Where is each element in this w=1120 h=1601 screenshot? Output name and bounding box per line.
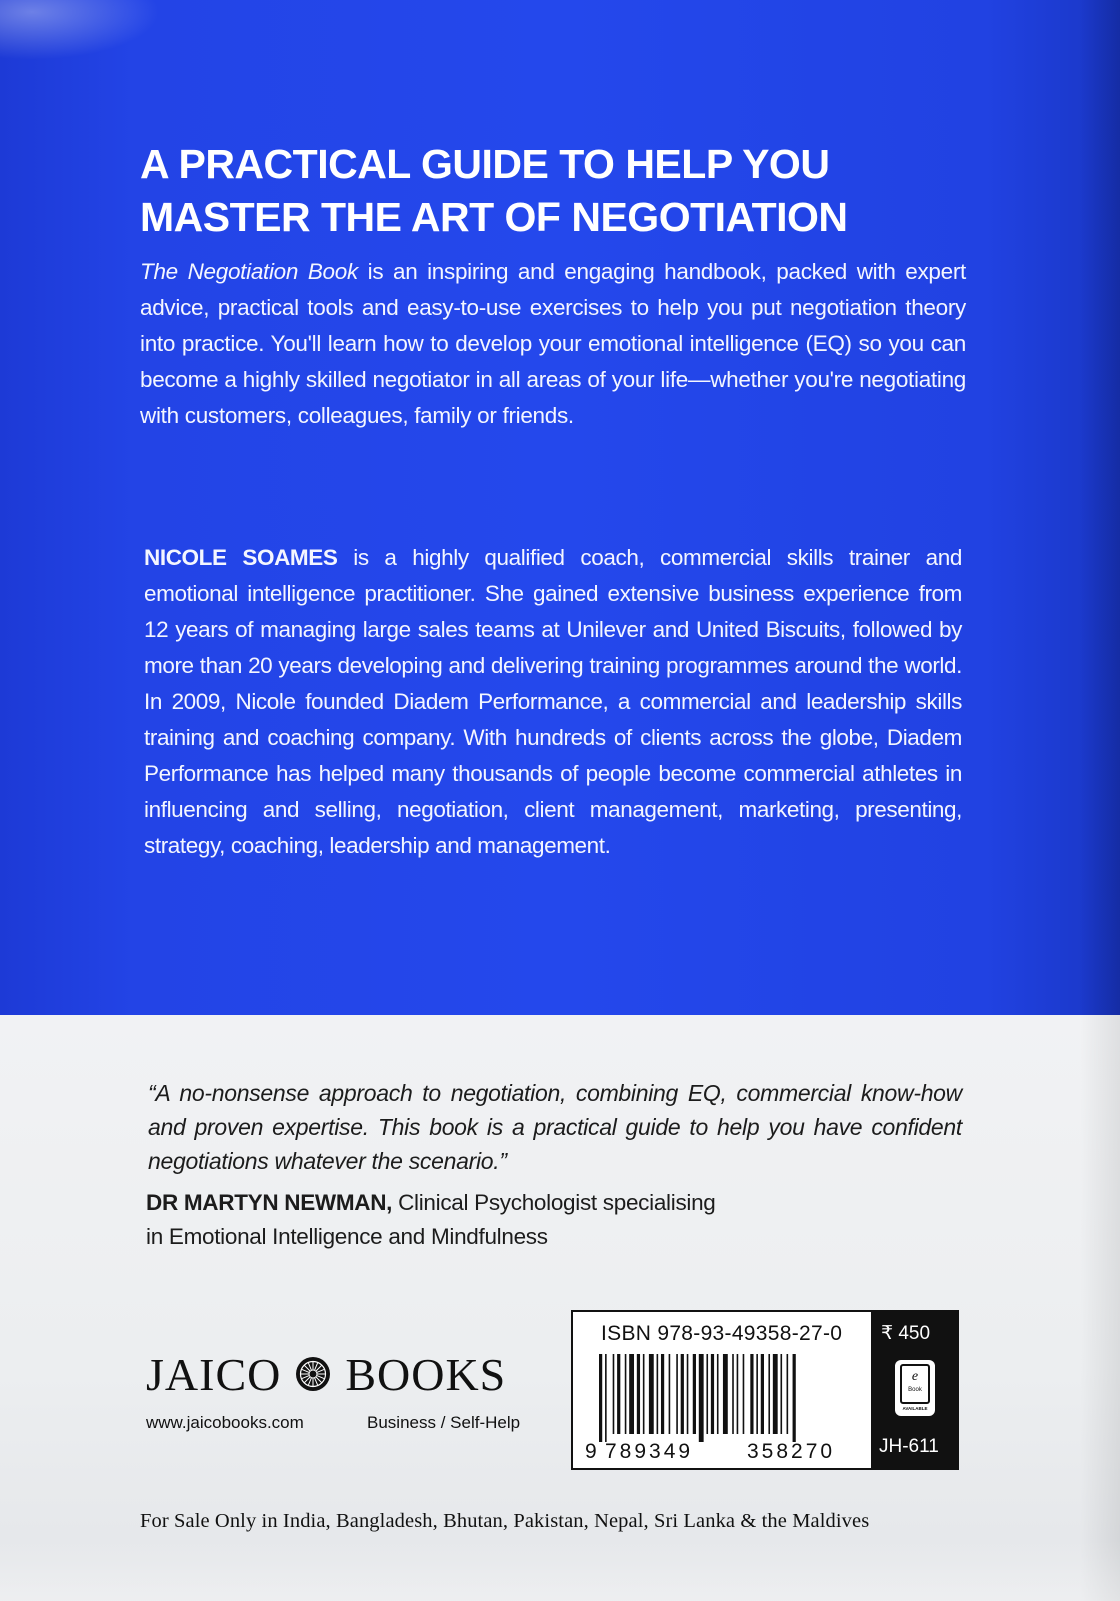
ebook-available-label: AVAILABLE: [902, 1406, 928, 1411]
barcode-bar: [649, 1354, 654, 1434]
book-title: The Negotiation Book: [140, 259, 358, 284]
barcode-digits: [585, 1440, 875, 1464]
barcode-bar: [661, 1354, 664, 1434]
barcode-bar: [737, 1354, 739, 1434]
barcode-bar: [676, 1354, 678, 1434]
barcode-bar: [599, 1354, 602, 1442]
endorser-role-line-1: Clinical Psychologist specialising: [392, 1190, 716, 1215]
barcode-bar: [723, 1354, 728, 1434]
headline-line-2: MASTER THE ART OF NEGOTIATION: [140, 194, 848, 240]
barcode-bar: [605, 1354, 607, 1442]
barcode-digits-right: 358270: [747, 1440, 836, 1463]
price-panel: [871, 1312, 957, 1468]
book-category: Business / Self-Help: [367, 1413, 521, 1432]
barcode-bar: [756, 1354, 758, 1434]
ebook-letter: e: [911, 1369, 919, 1384]
author-name: NICOLE SOAMES: [144, 545, 338, 570]
publisher-logo: [146, 1346, 506, 1402]
barcode-bar: [613, 1354, 615, 1434]
headline-line-1: A PRACTICAL GUIDE TO HELP YOU: [140, 141, 830, 187]
blurb-text: is an inspiring and engaging handbook, packed with expert advice, practical tools and easy-to-use exercises to help you put negotiation theory into practice. You'll learn how to develop your emotional intelligence (EQ) so you can become a highly skilled negotiator in all areas of your life—whether you're negotiating with customers, colleagues, family or friends.: [140, 259, 966, 428]
isbn-label: ISBN 978-93-49358-27-0: [601, 1322, 843, 1345]
barcode-bar: [629, 1354, 634, 1434]
barcode-bar: [681, 1354, 684, 1434]
barcode-bar: [617, 1354, 620, 1434]
price: ₹ 450: [881, 1323, 931, 1344]
endorser-role-line-2: in Emotional Intelligence and Mindfulness: [146, 1224, 548, 1249]
barcode-bar: [750, 1354, 753, 1434]
barcode-bar: [761, 1354, 764, 1434]
barcode-bar: [773, 1354, 778, 1434]
headline: [140, 138, 960, 244]
barcode-bar: [717, 1354, 719, 1434]
publisher-name-left: JAICO: [146, 1348, 282, 1400]
publisher-website: www.jaicobooks.com: [146, 1413, 304, 1432]
barcode-bar: [706, 1354, 708, 1434]
barcode-digit-first: 9: [585, 1440, 597, 1463]
author-bio: [144, 540, 962, 864]
endorser-name: DR MARTYN NEWMAN,: [146, 1190, 393, 1215]
publisher-name-right: BOOKS: [345, 1348, 507, 1400]
spine-edge-shadow: [1080, 1015, 1120, 1601]
barcode-bar: [711, 1354, 714, 1434]
barcode-bar: [732, 1354, 734, 1434]
barcode-bar: [687, 1354, 689, 1434]
ebook-available-icon: [895, 1360, 935, 1416]
barcode-bar: [669, 1354, 671, 1434]
barcode-bar: [643, 1354, 645, 1434]
barcode-bar: [768, 1354, 770, 1434]
barcode-bar: [793, 1354, 796, 1442]
barcode-bar: [693, 1354, 696, 1434]
barcode-bar: [780, 1354, 782, 1434]
barcode-bar: [743, 1354, 745, 1434]
barcode-bar: [699, 1354, 704, 1442]
product-code: JH-611: [879, 1436, 939, 1457]
barcode-bar: [625, 1354, 627, 1434]
shrink-wrap-shine: [0, 1540, 1120, 1601]
ebook-frame: [900, 1364, 930, 1404]
barcode: [595, 1354, 865, 1442]
barcode-digits-left: 789349: [605, 1440, 694, 1463]
book-blurb: [140, 254, 966, 434]
ebook-word: Book: [908, 1387, 922, 1393]
jaico-emblem-icon: [295, 1356, 331, 1392]
barcode-bar: [787, 1354, 789, 1434]
endorsement-attribution: [146, 1186, 846, 1254]
sale-territory-notice: For Sale Only in India, Bangladesh, Bhutan, Pakistan, Nepal, Sri Lanka & the Maldives: [140, 1510, 870, 1532]
isbn-barcode-block: [571, 1310, 959, 1470]
endorsement-quote: “A no-nonsense approach to negotiation, combining EQ, commercial know-how and proven expertise. This book is a practical guide to help you have confident negotiations whatever the scenario.”: [148, 1080, 962, 1174]
barcode-bar: [637, 1354, 640, 1434]
author-bio-text: is a highly qualified coach, commercial skills trainer and emotional intelligence practitioner. She gained extensive business experience from 12 years of managing large sales teams at Unilever and United Biscuits, followed by more than 20 years developing and delivering training programmes around the world. In 2009, Nicole founded Diadem Performance, a commercial and leadership skills training and coaching company. With hundreds of clients across the globe, Diadem Performance has helped many thousands of people become commercial athletes in influencing and selling, negotiation, client management, marketing, presenting, strategy, coaching, leadership and management.: [144, 545, 962, 858]
shrink-wrap-glare: [0, 0, 160, 60]
barcode-bar: [657, 1354, 659, 1434]
